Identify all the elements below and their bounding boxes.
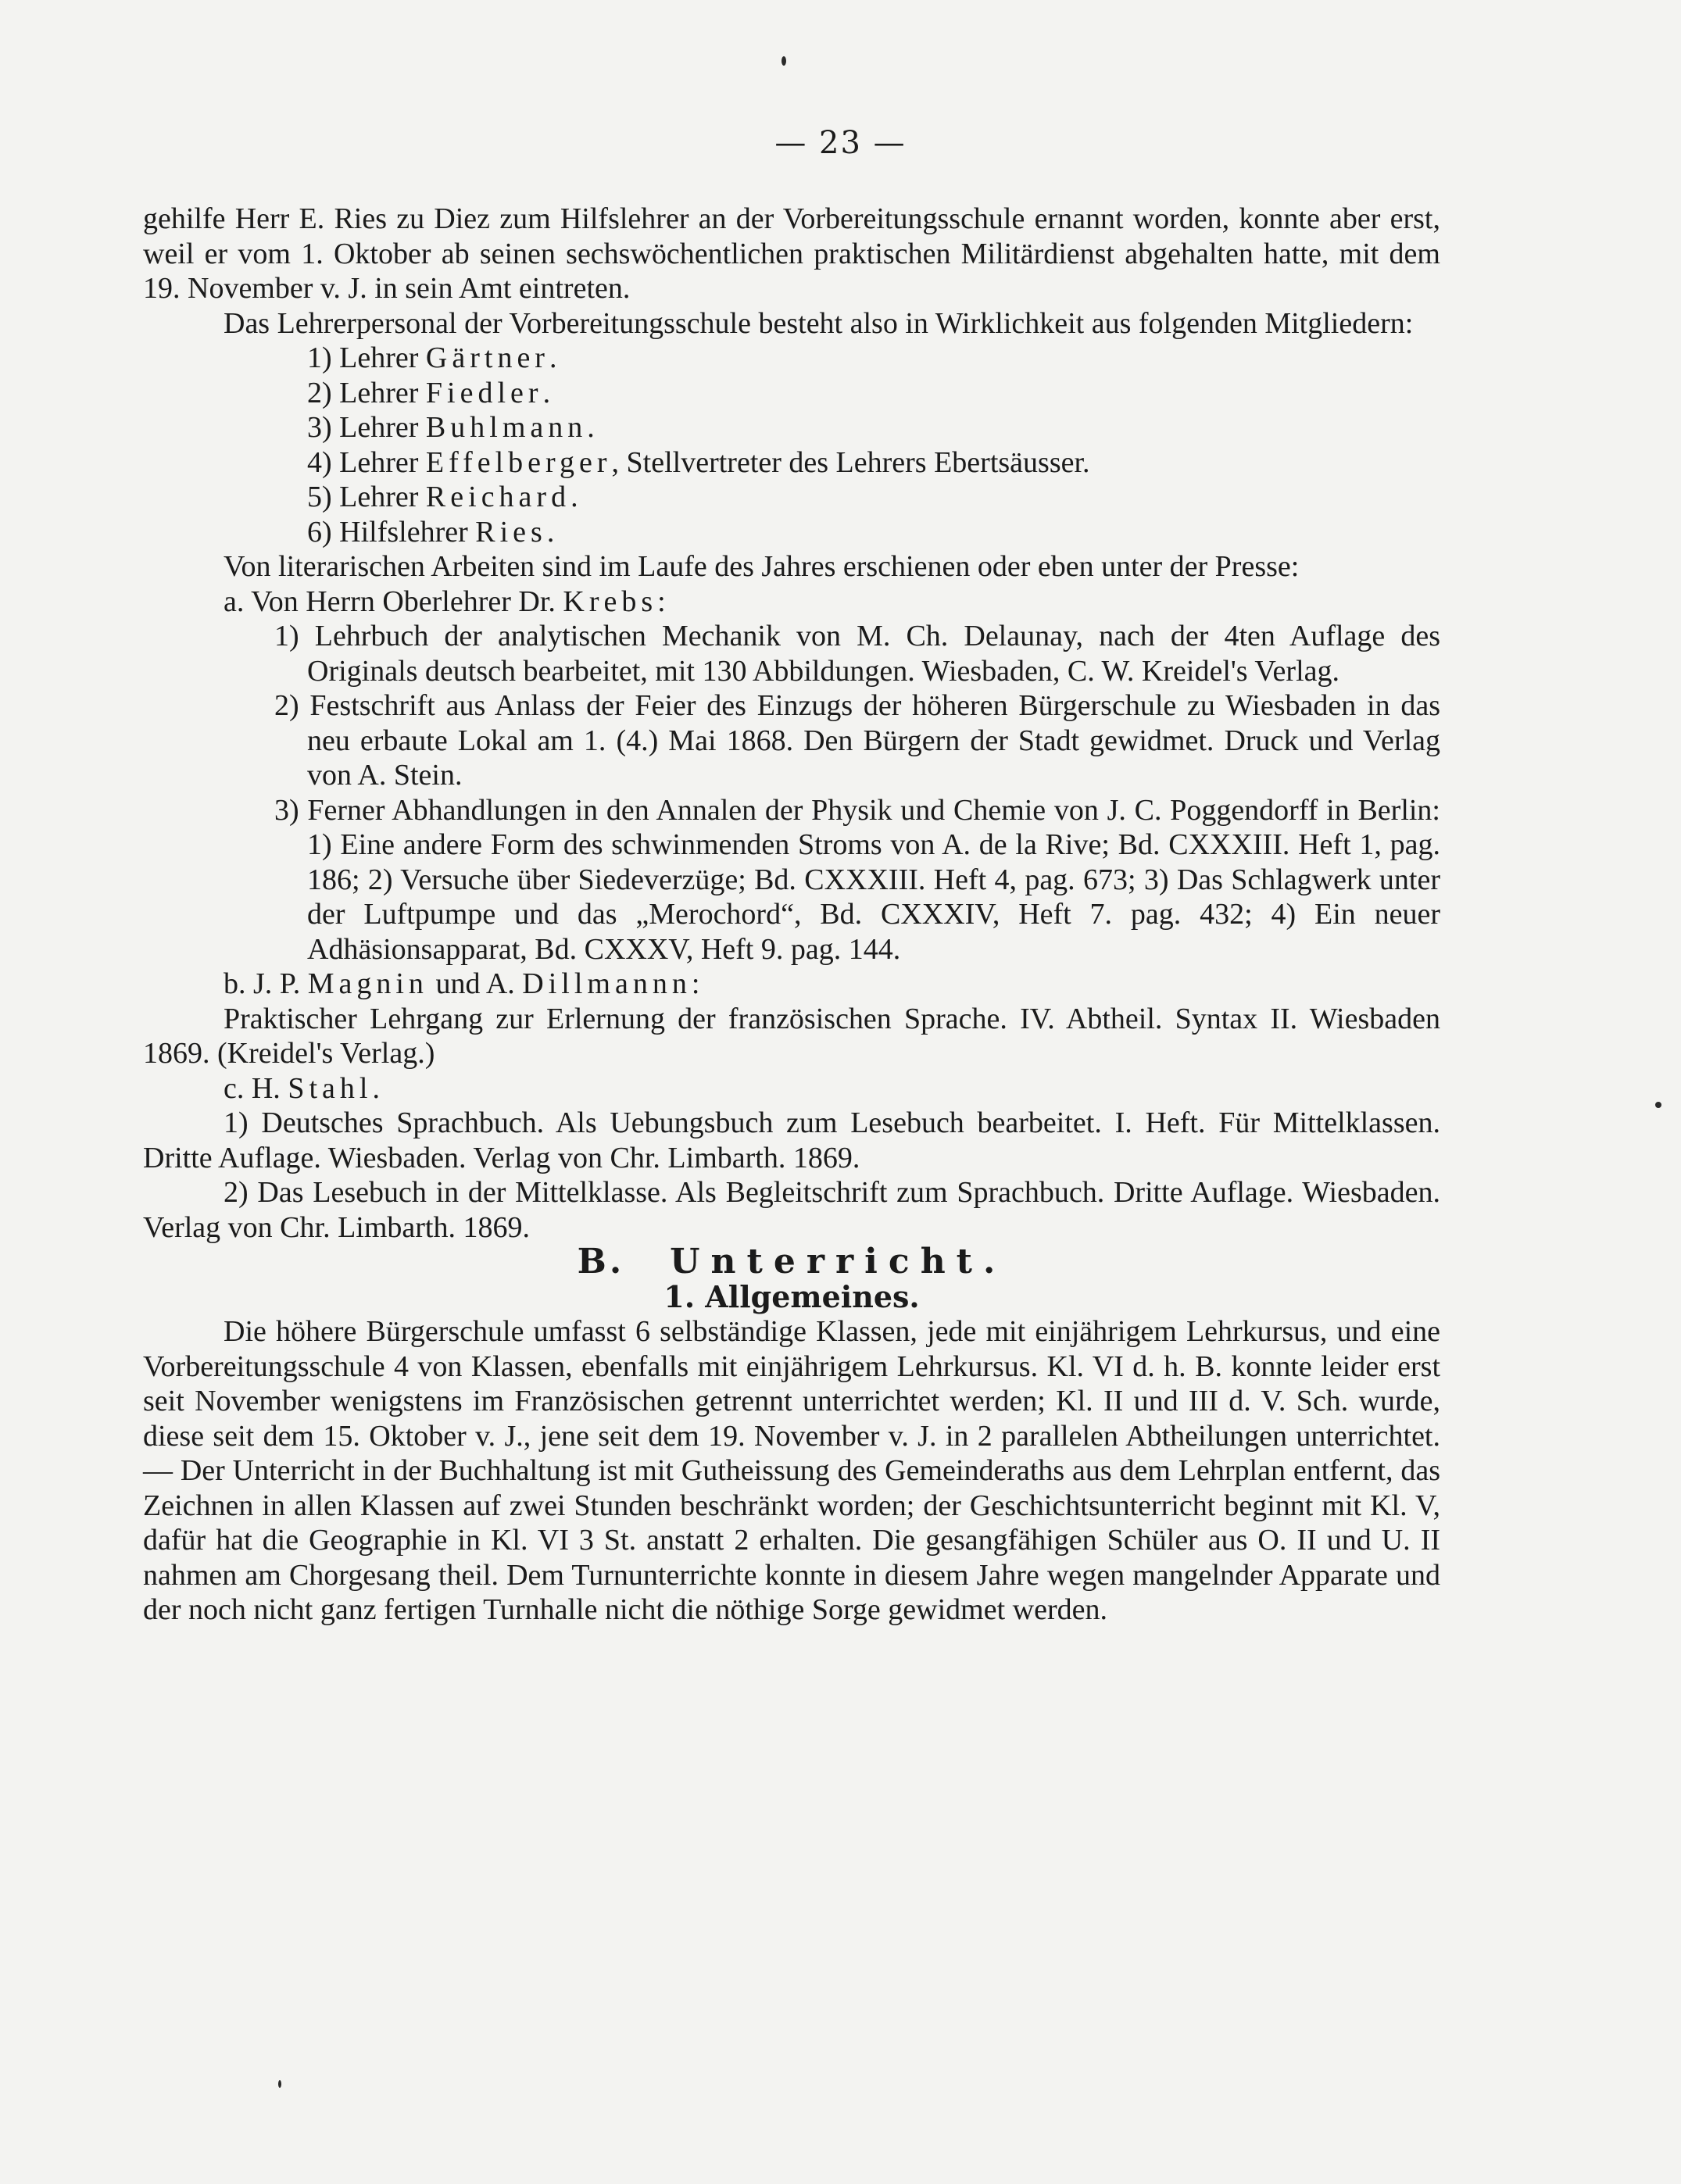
literature-a-heading: a. Von Herrn Oberlehrer Dr. Krebs: [224,584,666,618]
teacher-item: 4) Lehrer Effelberger, Stellvertreter des Lehrers Ebertsäusser. [307,445,1090,479]
document-body [143,202,1440,1628]
teacher-item: 3) Lehrer Buhlmann. [307,411,595,444]
subsection-heading: 1. Allgemeines. [663,1278,920,1314]
scan-speck [781,56,786,66]
section-heading: B. Unterricht. [577,1242,1007,1281]
teacher-item: 2) Lehrer Fiedler. [307,376,551,409]
literature-c-heading: c. H. Stahl. [224,1071,380,1105]
literature-c-item: 1) Deutsches Sprachbuch. Als Uebungsbuch zum Lesebuch bearbeitet. I. Heft. Für Mittelklassen. Dritte Auflage. Wiesbaden. Verlag von Chr. Limbarth. 1869. [143,1106,1440,1174]
literature-a-item: 2) Festschrift aus Anlass der Feier des Einzugs der höheren Bürgerschule zu Wiesbaden in das neu erbaute Lokal am 1. (4.) Mai 1868. Den Bürgern der Stadt gewidmet. Druck und Verlag von A. Stein. [274,689,1440,792]
literature-b-heading: b. J. P. Magnin und A. Dillmannn: [224,967,700,1000]
literature-a-item: 1) Lehrbuch der analytischen Mechanik von M. Ch. Delaunay, nach der 4ten Auflage des Originals deutsch bearbeitet, mit 130 Abbildungen. Wiesbaden, C. W. Kreidel's Verlag. [274,620,1440,688]
literature-c-item: 2) Das Lesebuch in der Mittelklasse. Als Begleitschrift zum Sprachbuch. Dritte Auflage. Wiesbaden. Verlag von Chr. Limbarth. 1869. [143,1176,1440,1244]
paragraph-staff: Das Lehrerpersonal der Vorbereitungsschule besteht also in Wirklichkeit aus folgenden Mitgliedern: [224,306,1414,340]
paragraph-allgemeines: Die höhere Bürgerschule umfasst 6 selbständige Klassen, jede mit einjährigem Lehrkursus, und eine Vorbereitungsschule 4 von Klassen, ebenfalls mit einjährigem Lehrkursus. Kl. VI d. h. B. konnte leider erst seit November wenigstens im Französischen getrennt unterrichtet werden; Kl. II und III d. V. Sch. wurde, diese seit dem 15. Oktober v. J., jene seit dem 19. November v. J. in 2 parallelen Abtheilungen unterrichtet. — Der Unterricht in der Buchhaltung ist mit Gutheissung des Gemeinderaths aus dem Lehrplan entfernt, das Zeichnen in allen Klassen auf zwei Stunden beschränkt worden; der Geschichtsunterricht beginnt mit Kl. V, dafür hat die Geographie in Kl. VI 3 St. anstatt 2 erhalten. Die gesangfähigen Schüler aus O. II und U. II nahmen am Chorgesang theil. Dem Turnunterrichte konnte in diesem Jahre wegen mangelnder Apparate und der noch nicht ganz fertigen Turnhalle nicht die nöthige Sorge gewidmet werden. [143,1315,1440,1626]
teacher-item: 6) Hilfslehrer Ries. [307,515,555,549]
literature-b-text: Praktischer Lehrgang zur Erlernung der französischen Sprache. IV. Abtheil. Syntax II. Wiesbaden 1869. (Kreidel's Verlag.) [143,1002,1440,1070]
teacher-item: 1) Lehrer Gärtner. [307,341,557,374]
paragraph-literature: Von literarischen Arbeiten sind im Laufe des Jahres erschienen oder eben unter der Presse: [224,550,1300,583]
scan-speck [278,2080,281,2088]
literature-a-item: 3) Ferner Abhandlungen in den Annalen der Physik und Chemie von J. C. Poggendorff in Berlin: 1) Eine andere Form des schwinmenden Stroms von A. de la Rive; Bd. CXXXIII. Heft 1, pag. 186; 2) Versuche über Siedeverzüge; Bd. CXXXIII. Heft 4, pag. 673; 3) Das Schlagwerk unter der Luftpumpe und das „Merochord“, Bd. CXXXIV, Heft 7. pag. 432; 4) Ein neuer Adhäsionsapparat, Bd. CXXXV, Heft 9. pag. 144. [274,793,1440,966]
paragraph-intro: gehilfe Herr E. Ries zu Diez zum Hilfslehrer an der Vorbereitungsschule ernannt worden, konnte aber erst, weil er vom 1. Oktober ab seinen sechswöchentlichen praktischen Militärdienst abgehalten hatte, mit dem 19. November v. J. in sein Amt eintreten. [143,202,1440,305]
page-number: — 23 — [774,125,907,161]
teacher-item: 5) Lehrer Reichard. [307,481,578,513]
scan-speck [1655,1102,1661,1108]
